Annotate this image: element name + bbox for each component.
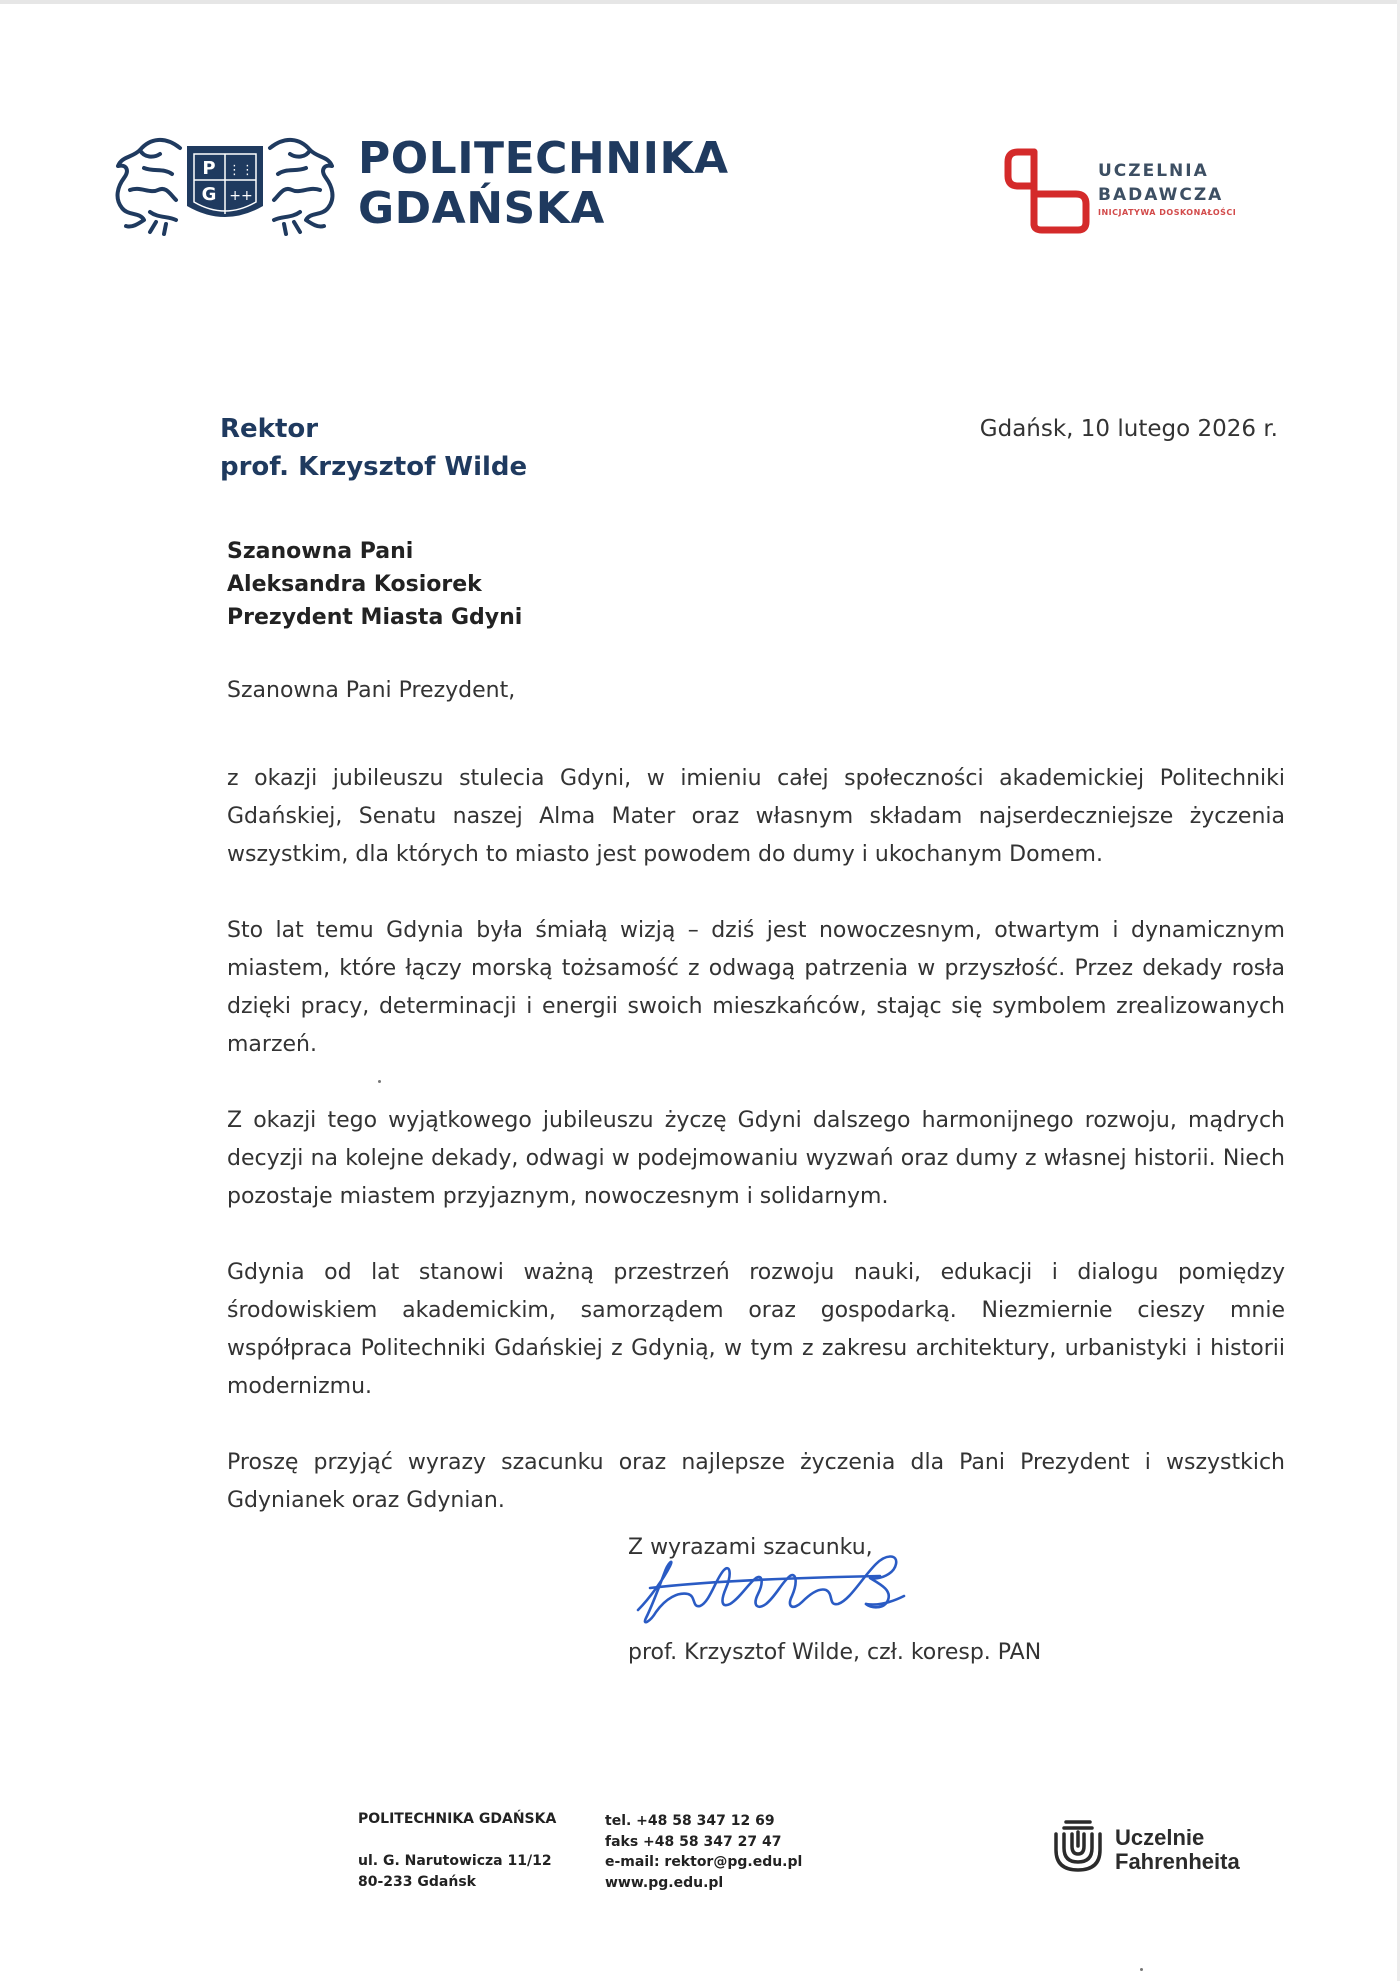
letter-body xyxy=(227,760,1285,1558)
svg-text:++: ++ xyxy=(229,188,253,204)
university-name xyxy=(358,134,729,234)
footer-contact xyxy=(605,1811,802,1893)
closing-phrase: Z wyrazami szacunku, xyxy=(628,1535,873,1560)
uczelnia-badawcza-label xyxy=(1098,159,1236,219)
svg-text:⋮⋮: ⋮⋮ xyxy=(228,163,254,178)
body-paragraph: Z okazji tego wyjątkowego jubileuszu życzę Gdyni dalszego harmonijnego rozwoju, mądrych decyzji na kolejne dekady, odwagi w podejmowaniu wyzwań oraz dumy z własnej historii. Niech pozostaje miastem przyjaznym, nowoczesnym i solidarnym. xyxy=(227,1108,1285,1209)
scan-speck xyxy=(378,1080,381,1083)
uczelnie-fahrenheita-icon xyxy=(1050,1816,1106,1874)
body-paragraph: Gdynia od lat stanowi ważną przestrzeń rozwoju nauki, edukacji i dialogu pomiędzy środowiskiem akademickim, samorządem oraz gospodarką. Niezmiernie cieszy mnie współpraca Politechniki Gdańskiej z Gdynią, w tym z zakresu architektury, urbanistyki i historii modernizmu. xyxy=(227,1260,1285,1399)
svg-text:G: G xyxy=(201,184,217,205)
body-paragraph: z okazji jubileuszu stulecia Gdyni, w imieniu całej społeczności akademickiej Politechniki Gdańskiej, Senatu naszej Alma Mater oraz własnym składam najserdeczniejsze życzenia wszystkim, dla których to miasto jest powodem do dumy i ukochanym Domem. xyxy=(227,766,1285,867)
footer-address xyxy=(358,1851,552,1893)
recipient-salutation: Szanowna Pani xyxy=(227,539,414,564)
footer-website: www.pg.edu.pl xyxy=(605,1874,724,1891)
scan-edge xyxy=(0,0,1400,4)
politechnika-crest-logo xyxy=(110,128,340,238)
svg-text:P: P xyxy=(202,158,216,179)
university-name-line: GDAŃSKA xyxy=(358,183,605,234)
sender-name: prof. Krzysztof Wilde xyxy=(220,452,528,482)
greeting: Szanowna Pani Prezydent, xyxy=(227,678,516,703)
body-paragraph: Sto lat temu Gdynia była śmiałą wizją – dziś jest nowoczesnym, otwartym i dynamicznym miastem, które łączy morską tożsamość z odwagą patrzenia w przyszłość. Przez dekady rosła dzięki pracy, determinacji i energii swoich mieszkańców, stając się symbolem zrealizowanych marzeń. xyxy=(227,918,1285,1057)
recipient-block xyxy=(227,535,522,634)
recipient-name: Aleksandra Kosiorek xyxy=(227,572,482,597)
footer-address-line: 80-233 Gdańsk xyxy=(358,1874,476,1890)
uczelnie-fahrenheita-label xyxy=(1115,1826,1240,1874)
uczelnia-badawcza-logo xyxy=(1002,144,1094,236)
university-name-line: POLITECHNIKA xyxy=(358,133,729,184)
handwritten-signature xyxy=(630,1548,960,1628)
body-paragraph: Proszę przyjąć wyrazy szacunku oraz najlepsze życzenia dla Pani Prezydent i wszystkich Gdynianek oraz Gdynian. xyxy=(227,1450,1285,1513)
footer-email: e-mail: rektor@pg.edu.pl xyxy=(605,1854,803,1870)
recipient-position: Prezydent Miasta Gdyni xyxy=(227,605,523,630)
program-line: Fahrenheita xyxy=(1115,1849,1240,1874)
sender-block xyxy=(220,410,527,486)
footer-phone: tel. +48 58 347 12 69 xyxy=(605,1813,775,1829)
letter-date: Gdańsk, 10 lutego 2026 r. xyxy=(979,416,1278,442)
footer-fax: faks +48 58 347 27 47 xyxy=(605,1833,782,1850)
scan-speck xyxy=(1140,1968,1143,1971)
footer-address-line: ul. G. Narutowicza 11/12 xyxy=(358,1853,552,1869)
badge-tagline: INICJATYWA DOSKONAŁOŚCI xyxy=(1098,208,1237,217)
sender-title: Rektor xyxy=(220,414,319,444)
badge-line: BADAWCZA xyxy=(1098,185,1224,205)
badge-line: UCZELNIA xyxy=(1098,161,1209,181)
program-line: Uczelnie xyxy=(1115,1825,1205,1850)
signer-name: prof. Krzysztof Wilde, czł. koresp. PAN xyxy=(628,1640,1042,1665)
footer-org-name: POLITECHNIKA GDAŃSKA xyxy=(358,1811,557,1827)
